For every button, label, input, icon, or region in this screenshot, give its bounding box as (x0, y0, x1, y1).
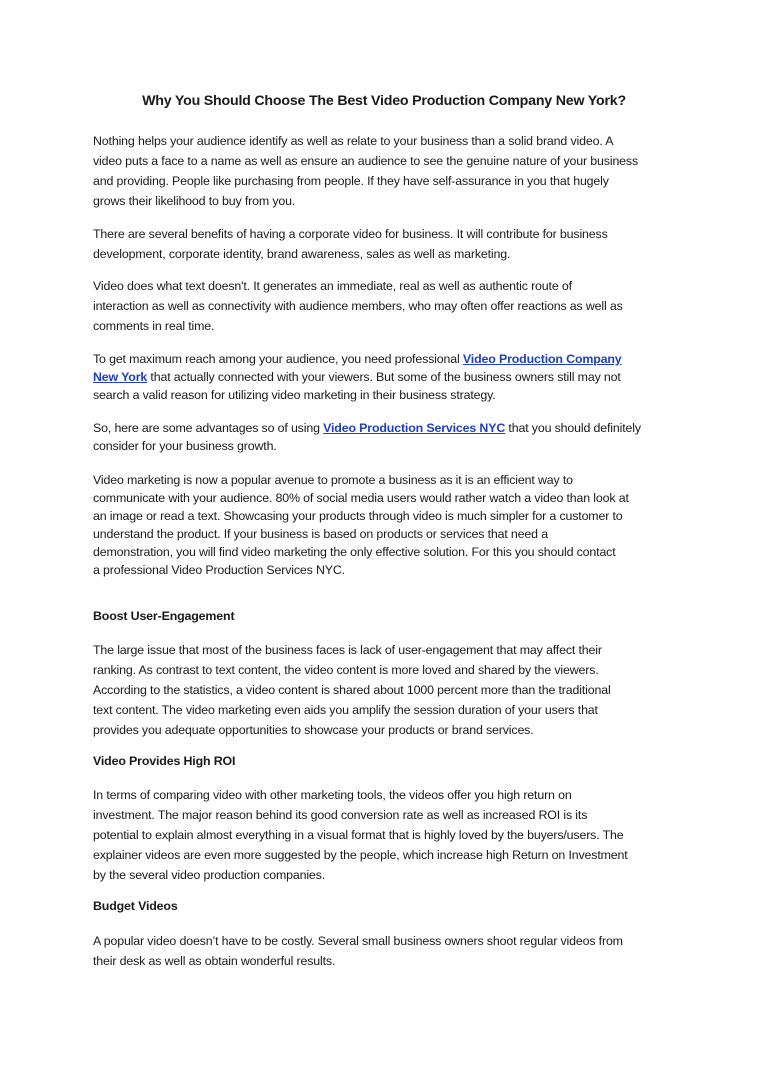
text-line: explainer videos are even more suggested by the people, which increase high Return on Investment (93, 848, 628, 862)
heading-budget-videos: Budget Videos (93, 899, 178, 913)
text: To get maximum reach among your audience, you need professional (93, 352, 463, 366)
text-line: A popular video doesn’t have to be costly. Several small business owners shoot regular videos from (93, 934, 623, 948)
paragraph-user-engagement (93, 640, 611, 740)
text-line: provides you adequate opportunities to showcase your products or brand services. (93, 723, 534, 737)
link-video-production-company-cont[interactable]: New York (93, 370, 148, 384)
link-video-production-company[interactable]: Video Production Company (462, 352, 622, 366)
text-line: by the several video production companies. (93, 868, 326, 882)
text-line: potential to explain almost everything in a visual format that is highly loved by the buyers/users. The (93, 828, 624, 842)
text-line: grows their likelihood to buy from you. (93, 194, 296, 208)
text-line: The large issue that most of the business faces is lack of user-engagement that may affect their (93, 643, 602, 657)
paragraph-budget (93, 931, 623, 971)
paragraph-intro (93, 131, 638, 211)
heading-boost-user-engagement: Boost User-Engagement (93, 609, 235, 623)
text-line: In terms of comparing video with other marketing tools, the videos offer you high return on (93, 788, 572, 802)
text-line: and providing. People like purchasing from people. If they have self-assurance in you that hugely (93, 174, 609, 188)
paragraph-roi (93, 785, 628, 885)
paragraph-maximum-reach (93, 350, 622, 404)
text-line: demonstration, you will find video marketing the only effective solution. For this you should contact (93, 545, 616, 559)
paragraph-video-marketing (93, 471, 629, 579)
text-line: their desk as well as obtain wonderful results. (93, 954, 336, 968)
text-line: Video marketing is now a popular avenue to promote a business as it is an efficient way to (93, 473, 573, 487)
text-line: ranking. As contrast to text content, the video content is more loved and shared by the viewers. (93, 663, 599, 677)
heading-high-roi: Video Provides High ROI (93, 754, 236, 768)
text-line: Nothing helps your audience identify as well as relate to your business than a solid brand video. A (93, 134, 614, 148)
text-line: Video does what text doesn't. It generates an immediate, real as well as authentic route of (93, 279, 572, 293)
text-line: a professional Video Production Services NYC. (93, 563, 345, 577)
text-line: There are several benefits of having a corporate video for business. It will contribute for business (93, 227, 608, 241)
paragraph-video-vs-text (93, 276, 623, 336)
link-video-production-services-nyc[interactable]: Video Production Services NYC (323, 421, 506, 435)
text-line: text content. The video marketing even aids you amplify the session duration of your users that (93, 703, 598, 717)
document-title: Why You Should Choose The Best Video Production Company New York? (142, 93, 626, 109)
paragraph-benefits (93, 224, 608, 264)
text-line: consider for your business growth. (93, 439, 277, 453)
text-line: understand the product. If your business is based on products or services that need a (93, 527, 548, 541)
text-line: interaction as well as connectivity with audience members, who may often offer reactions as well as (93, 299, 623, 313)
text-line: According to the statistics, a video content is shared about 1000 percent more than the traditional (93, 683, 611, 697)
text-line: investment. The major reason behind its good conversion rate as well as increased ROI is its (93, 808, 588, 822)
text-line: search a valid reason for utilizing video marketing in their business strategy. (93, 388, 496, 402)
text-line: comments in real time. (93, 319, 215, 333)
paragraph-advantages (93, 419, 641, 455)
text: that actually connected with your viewers. But some of the business owners still may not (147, 370, 621, 384)
text-line: video puts a face to a name as well as ensure an audience to see the genuine nature of your business (93, 154, 639, 168)
text-line: development, corporate identity, brand awareness, sales as well as marketing. (93, 247, 511, 261)
text: So, here are some advantages so of using (93, 421, 324, 435)
text-line: communicate with your audience. 80% of social media users would rather watch a video than look at (93, 491, 629, 505)
text: that you should definitely (505, 421, 641, 435)
text-line: an image or read a text. Showcasing your products through video is much simpler for a customer to (93, 509, 623, 523)
